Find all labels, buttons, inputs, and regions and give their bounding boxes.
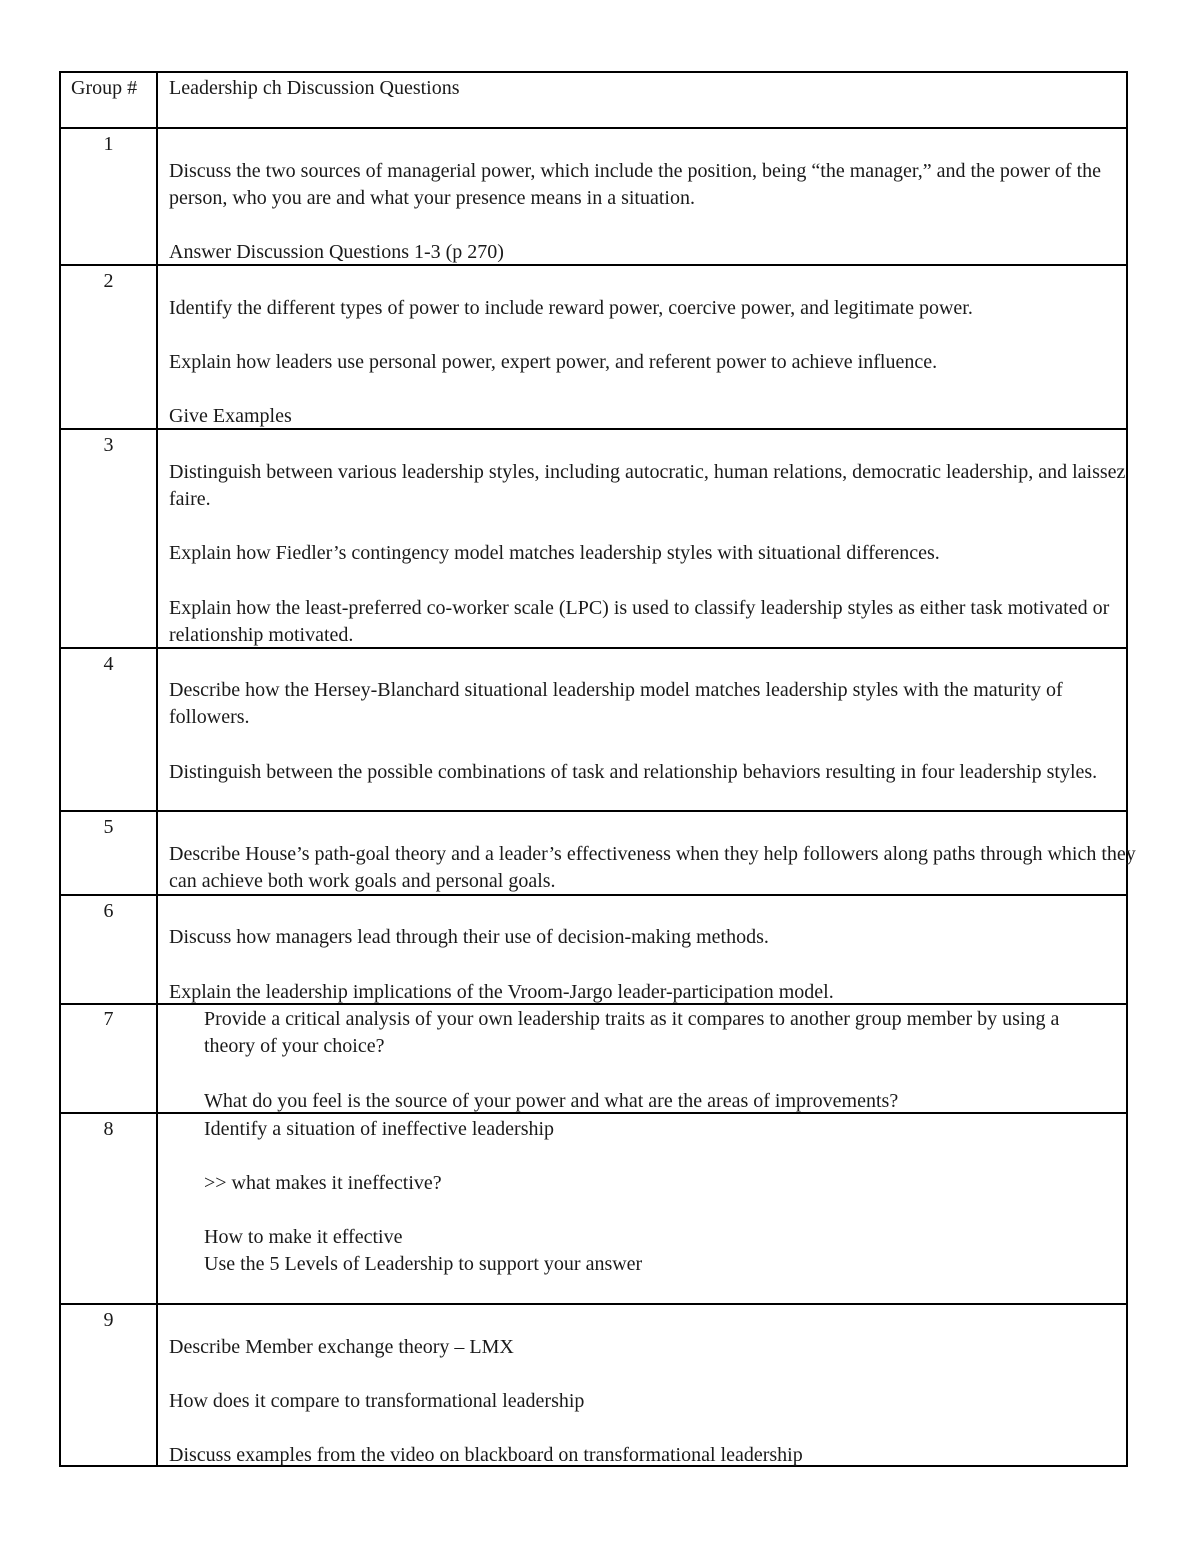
group-number: 5 (103, 816, 114, 838)
question-text: Explain how leaders use personal power, expert power, and referent power to achieve influence. (169, 351, 938, 373)
question-text: Provide a critical analysis of your own leadership traits as it compares to another group member by using a theory of your choice? (204, 1008, 1060, 1057)
question-text: Describe Member exchange theory – LMX (169, 1336, 514, 1358)
group-number: 6 (103, 900, 114, 922)
question-text: Discuss the two sources of managerial power, which include the position, being “the manager,” and the power of the person, who you are and what your presence means in a situation. (169, 160, 1102, 209)
question-text: Answer Discussion Questions 1-3 (p 270) (169, 241, 504, 263)
question-text: >> what makes it ineffective? (204, 1172, 442, 1194)
question-text: Explain the leadership implications of the Vroom-Jargo leader-participation model. (169, 981, 834, 1003)
row-divider (61, 127, 1126, 129)
discussion-table (59, 71, 1136, 1467)
question-text: Discuss examples from the video on blackboard on transformational leadership (169, 1444, 803, 1466)
question-text: Describe House’s path-goal theory and a leader’s effectiveness when they help followers along paths through which they can achieve both work goals and personal goals. (169, 843, 1136, 892)
question-text: How to make it effective (204, 1226, 403, 1248)
group-number: 1 (103, 133, 114, 155)
question-text: Identify the different types of power to include reward power, coercive power, and legitimate power. (169, 297, 973, 319)
question-text: Explain how the least-preferred co-worker scale (LPC) is used to classify leadership styles as either task motivated or relationship motivated. (169, 597, 1110, 646)
question-text: Describe how the Hersey-Blanchard situational leadership model matches leadership styles with the maturity of followers. (169, 679, 1063, 728)
question-text: Give Examples (169, 405, 292, 427)
row-divider (61, 810, 1126, 812)
question-text: Identify a situation of ineffective leadership (204, 1118, 555, 1140)
group-number: 2 (103, 270, 114, 292)
group-number: 3 (103, 434, 114, 456)
group-number: 8 (103, 1118, 114, 1140)
question-text: Distinguish between the possible combinations of task and relationship behaviors resulting in four leadership styles. (169, 761, 1098, 783)
column-divider (156, 73, 158, 1465)
table-title: Leadership ch Discussion Questions (169, 77, 460, 99)
row-divider (61, 1303, 1126, 1305)
group-header: Group # (71, 77, 138, 99)
question-text: Use the 5 Levels of Leadership to support your answer (204, 1253, 643, 1275)
group-number: 7 (103, 1008, 114, 1030)
group-number: 4 (103, 653, 114, 675)
group-number: 9 (103, 1309, 114, 1331)
question-text: Discuss how managers lead through their use of decision-making methods. (169, 926, 769, 948)
question-text: Explain how Fiedler’s contingency model matches leadership styles with situational differences. (169, 542, 940, 564)
question-text: Distinguish between various leadership styles, including autocratic, human relations, democratic leadership, and laissez faire. (169, 461, 1126, 510)
question-text: How does it compare to transformational leadership (169, 1390, 585, 1412)
question-text: What do you feel is the source of your power and what are the areas of improvements? (204, 1090, 899, 1112)
